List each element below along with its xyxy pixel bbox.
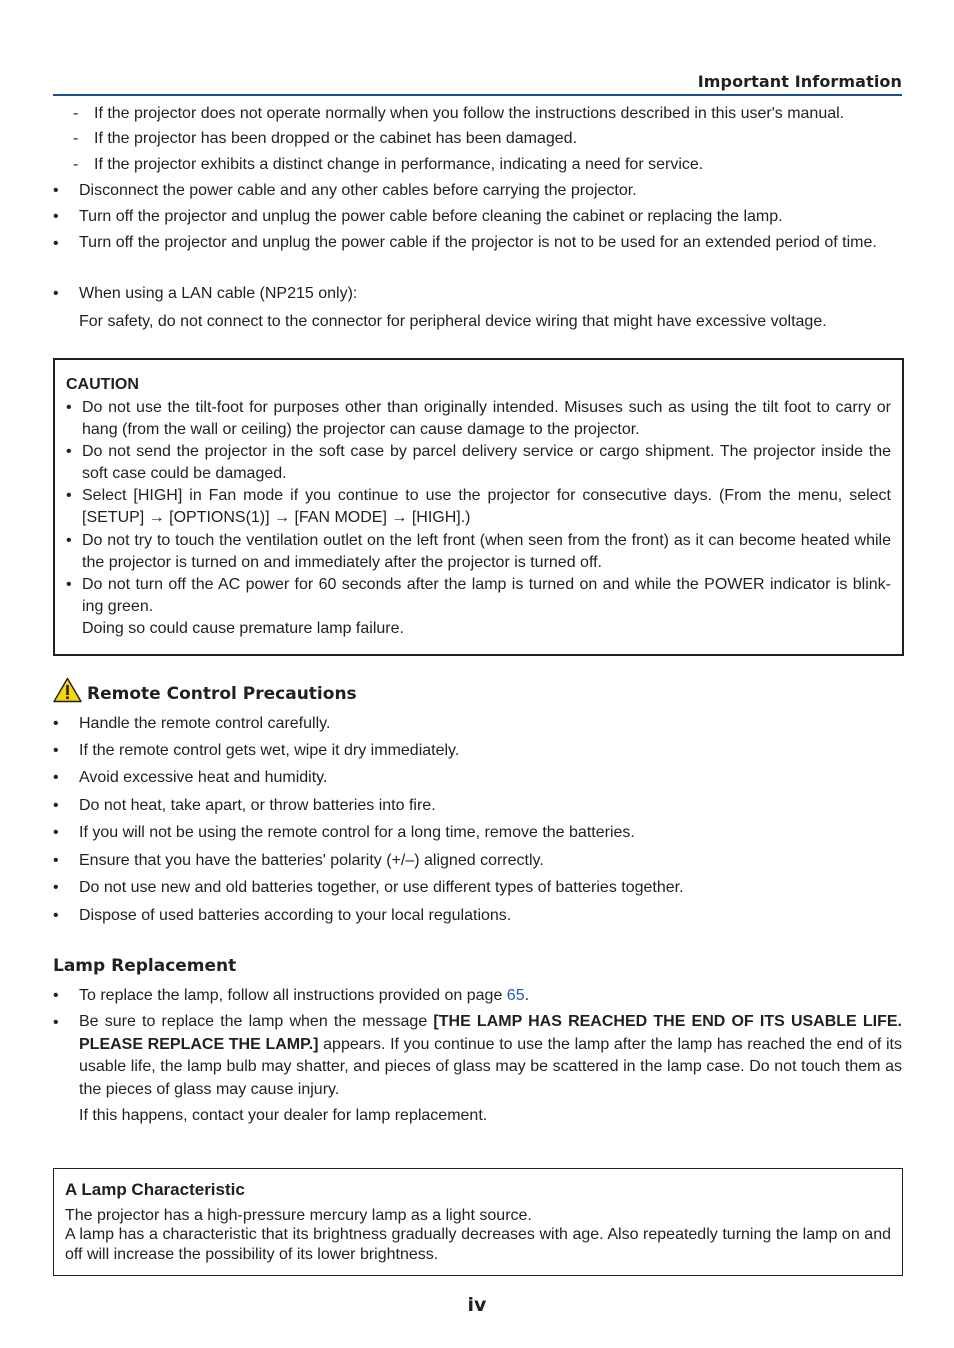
bullet-dot: • <box>53 987 59 1004</box>
lamp-item-2-rest: appears. If you continue to use the lamp after the lamp has reached the end of its usable life, the lamp bulb may shatter, and pieces of glass may be scattered in the lamp case. Do not touch them as the pieces of glass may cause injury. <box>79 1035 902 1098</box>
caution-item: Select [HIGH] in Fan mode if you continue to use the projector for consecutive days. (From the menu, select [SETUP] → [OPTIONS(1)] → [FAN MODE] → [HIGH].) <box>82 487 891 526</box>
warning-triangle-icon <box>53 677 82 703</box>
bullet-text: Turn off the projector and unplug the power cable if the projector is not to be used for an extended period of time. <box>79 234 877 251</box>
lamp-item-1 <box>79 986 529 1006</box>
bullet-dot: • <box>53 235 59 252</box>
lamp-item-1-end: . <box>524 987 530 1004</box>
bullet-text: Turn off the projector and unplug the power cable before cleaning the cabinet or replacing the lamp. <box>79 208 783 225</box>
bullet-dot: • <box>53 182 59 199</box>
bullet-dot: • <box>66 487 72 504</box>
dash-item-text: If the projector does not operate normally when you follow the instructions described in this user's manual. <box>94 105 845 122</box>
remote-item: If you will not be using the remote control for a long time, remove the batteries. <box>79 824 635 841</box>
bullet-dot: • <box>53 208 59 225</box>
bullet-dot: • <box>53 1014 59 1031</box>
dash-item: - <box>73 105 79 122</box>
page-number: iv <box>467 1294 487 1316</box>
bullet-dot: • <box>53 824 59 841</box>
caution-title: CAUTION <box>66 376 139 393</box>
lamp-message: [THE LAMP HAS REACHED THE END OF ITS USABLE LIFE. PLEASE REPLACE THE LAMP.] <box>79 1013 902 1053</box>
remote-item: Do not use new and old batteries together, or use different types of batteries together. <box>79 879 684 896</box>
bullet-dot: • <box>66 399 72 416</box>
bullet-dot: • <box>66 532 72 549</box>
lamp-item-2 <box>79 1011 902 1101</box>
dash-item-text: If the projector exhibits a distinct change in performance, indicating a need for service. <box>94 156 704 173</box>
bullet-dot: • <box>53 797 59 814</box>
remote-section-title: Remote Control Precautions <box>87 684 357 704</box>
bullet-dot: • <box>66 443 72 460</box>
lamp-char-title: A Lamp Characteristic <box>65 1180 245 1199</box>
dash-item-text: If the projector has been dropped or the cabinet has been damaged. <box>94 130 578 147</box>
remote-item: Avoid excessive heat and humidity. <box>79 769 328 786</box>
page-65-link[interactable]: 65 <box>506 987 525 1004</box>
bullet-dot: • <box>53 852 59 869</box>
bullet-dot: • <box>53 879 59 896</box>
bullet-dot: • <box>53 742 59 759</box>
lamp-item-1-text: To replace the lamp, follow all instructions provided on page <box>79 987 507 1004</box>
lan-note: For safety, do not connect to the connector for peripheral device wiring that might have excessive voltage. <box>79 313 827 330</box>
bullet-text: When using a LAN cable (NP215 only): <box>79 285 358 302</box>
lamp-characteristic-box <box>53 1168 903 1276</box>
bullet-dot: • <box>53 907 59 924</box>
dash-item: - <box>73 156 79 173</box>
remote-item: Ensure that you have the batteries' polarity (+/–) aligned correctly. <box>79 852 544 869</box>
page-header <box>53 70 902 96</box>
lamp-note: If this happens, contact your dealer for lamp replacement. <box>79 1107 488 1124</box>
remote-item: If the remote control gets wet, wipe it dry immediately. <box>79 742 460 759</box>
dash-item: - <box>73 130 79 147</box>
bullet-dot: • <box>53 715 59 732</box>
caution-item: Do not send the projector in the soft case by parcel delivery service or cargo shipment. The projector inside the soft case could be damaged. <box>82 443 891 482</box>
remote-item: Do not heat, take apart, or throw batteries into fire. <box>79 797 436 814</box>
bullet-text: Disconnect the power cable and any other cables before carrying the projector. <box>79 182 637 199</box>
bullet-dot: • <box>66 576 72 593</box>
caution-item: Do not try to touch the ventilation outlet on the left front (when seen from the front) as it can become heated while the projector is turned on and immediately after the projector is turned off. <box>82 532 891 571</box>
caution-item: Do not use the tilt-foot for purposes other than originally intended. Misuses such as using the tilt foot to carry or hang (from the wall or ceiling) the projector can cause damage to the projector. <box>82 399 891 438</box>
lamp-char-line-1: The projector has a high-pressure mercury lamp as a light source. <box>65 1207 532 1224</box>
remote-item: Dispose of used batteries according to your local regulations. <box>79 907 512 924</box>
caution-item: Do not turn off the AC power for 60 seconds after the lamp is turned on and while the POWER indicator is blink-ing green. <box>82 576 891 615</box>
bullet-dot: • <box>53 769 59 786</box>
bullet-dot: • <box>53 285 59 302</box>
lamp-char-line-2: A lamp has a characteristic that its brightness gradually decreases with age. Also repeatedly turning the lamp on and off will increase the possibility of its lower brightness. <box>65 1226 891 1263</box>
lamp-section-title: Lamp Replacement <box>53 956 237 976</box>
caution-last-note: Doing so could cause premature lamp failure. <box>82 620 404 637</box>
caution-box <box>53 358 904 656</box>
remote-item: Handle the remote control carefully. <box>79 715 331 732</box>
lamp-item-2-text: Be sure to replace the lamp when the message <box>79 1013 434 1030</box>
section-header-title: Important Information <box>697 72 902 91</box>
